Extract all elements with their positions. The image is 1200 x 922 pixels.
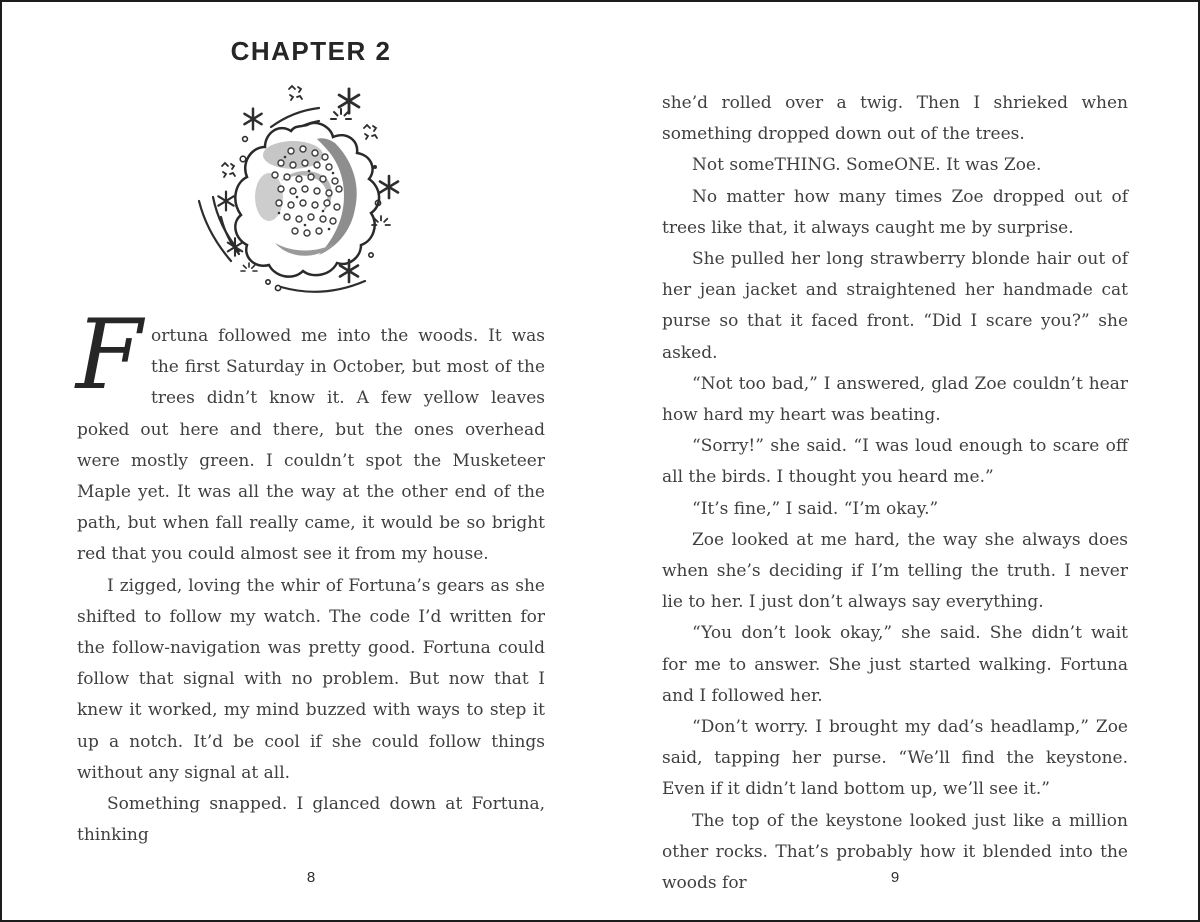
paragraph: No matter how many times Zoe dropped out of trees like that, it always caught me by surprise. (662, 186, 1128, 238)
sparkling-rock-icon (170, 75, 452, 311)
drop-cap: F (75, 299, 143, 411)
paragraph: She pulled her long strawberry blonde hair out of her jean jacket and straightened her handmade cat purse so that it faced front. “Did I scare you?” she asked. (662, 249, 1128, 363)
keystone-illustration (77, 75, 545, 313)
paragraph: Something snapped. I glanced down at Fortuna, thinking (77, 794, 545, 846)
paragraph: “Not too bad,” I answered, glad Zoe couldn’t hear how hard my heart was beating. (662, 373, 1128, 426)
paragraph: “Sorry!” she said. “I was loud enough to scare off all the birds. I thought you heard me.” (662, 436, 1128, 488)
page-number-right: 9 (890, 869, 900, 886)
paragraph: Zoe looked at me hard, the way she always does when she’s deciding if I’m telling the truth. I never lie to her. I just don’t always say everything. (662, 529, 1128, 613)
paragraph: she’d rolled over a twig. Then I shrieked when something dropped down out of the trees. (662, 93, 1128, 145)
page-right (600, 2, 1198, 920)
book-spread (2, 2, 1198, 920)
page-left-text (75, 299, 545, 851)
paragraph: Not someTHING. SomeONE. It was Zoe. (692, 155, 1042, 176)
paragraph-text: ortuna followed me into the woods. It was the first Saturday in October, but most of the trees didn’t know it. A few yellow leaves poked out here and there, but the ones overhead were mostly green. I couldn’t spot the Musketeer Maple yet. It was all the way at the other end of the path, but when fall really came, it would be so bright red that you could almost see it from my house. (77, 326, 545, 565)
page-left (2, 2, 600, 920)
paragraph: “It’s fine,” I said. “I’m okay.” (692, 498, 939, 519)
paragraph: I zigged, loving the whir of Fortuna’s gears as she shifted to follow my watch. The code I’d written for the follow-navigation was pretty good. Fortuna could follow that signal with no problem. But now that I knew it worked, my mind buzzed with ways to step it up a notch. It’d be cool if she could follow things without any signal at all. (77, 575, 545, 783)
paragraph: “Don’t worry. I brought my dad’s headlamp,” Zoe said, tapping her purse. “We’ll find the keystone. Even if it didn’t land bottom up, we’ll see it.” (662, 717, 1128, 800)
paragraph: “You don’t look okay,” she said. She didn’t wait for me to answer. She just started walking. Fortuna and I followed her. (662, 623, 1128, 706)
page-right-text (662, 88, 1128, 899)
paragraph (75, 299, 545, 571)
paragraph: The top of the keystone looked just like a million other rocks. That’s probably how it blended into the woods for (662, 810, 1128, 894)
page-number-left: 8 (306, 869, 316, 886)
chapter-heading: CHAPTER 2 (230, 36, 392, 66)
